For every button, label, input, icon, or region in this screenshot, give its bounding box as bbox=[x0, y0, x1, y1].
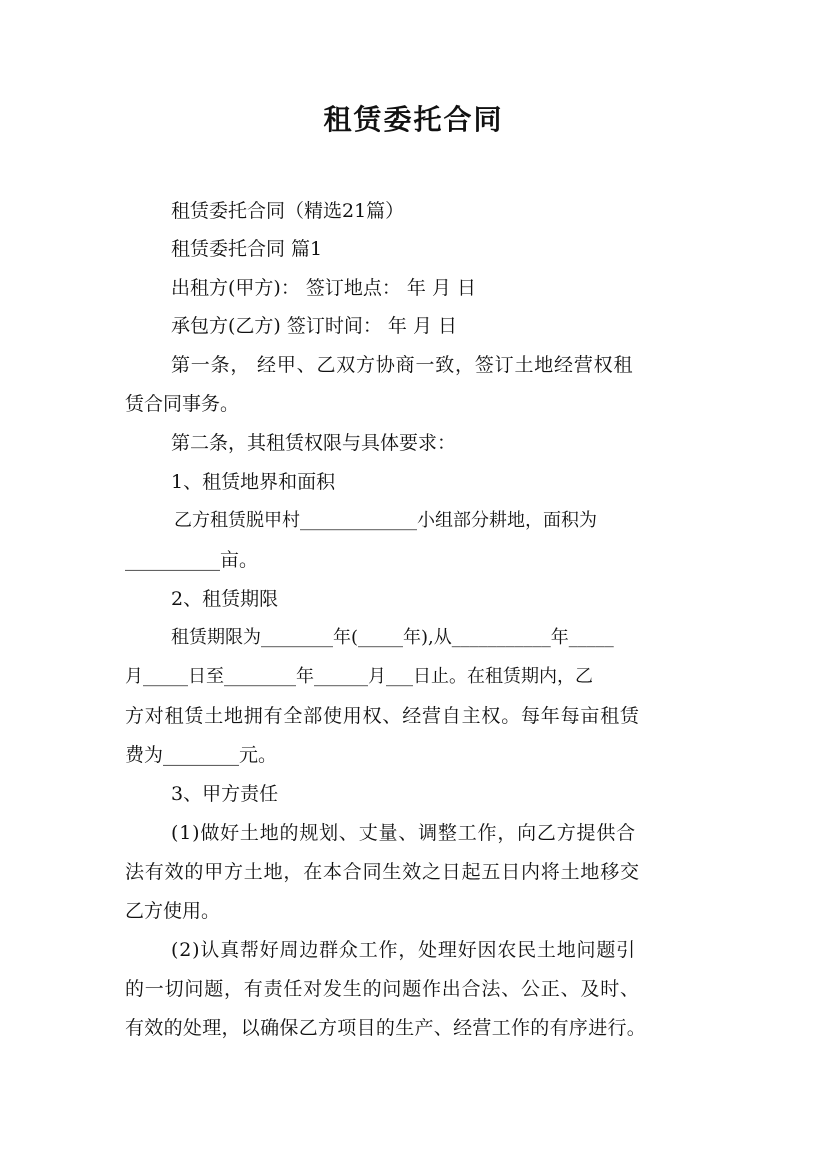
paragraph-line: __________亩。 bbox=[125, 549, 259, 571]
paragraph-line: 乙方租赁脱甲村_____________小组部分耕地，面积为 bbox=[174, 510, 597, 531]
paragraph-line: 3、甲方责任 bbox=[171, 783, 279, 805]
paragraph-line: 第二条，其租赁权限与具体要求： bbox=[171, 432, 457, 454]
paragraph-line: (1)做好土地的规划、丈量、调整工作，向乙方提供合 bbox=[171, 822, 636, 844]
paragraph-line: 第一条， 经甲、乙双方协商一致，签订土地经营权租 bbox=[171, 354, 634, 376]
paragraph-line: 乙方使用。 bbox=[125, 900, 221, 922]
paragraph-line: 月_____日至________年______月___日止。在租赁期内，乙 bbox=[125, 666, 593, 687]
paragraph-line: 方对租赁土地拥有全部使用权、经营自主权。每年每亩租赁 bbox=[125, 705, 640, 727]
paragraph-line: 租赁委托合同 篇1 bbox=[171, 238, 323, 260]
document-title: 租赁委托合同 bbox=[323, 103, 504, 136]
paragraph-line: 有效的处理，以确保乙方项目的生产、经营工作的有序进行。 bbox=[125, 1017, 647, 1039]
paragraph-line: 租赁期限为________年(_____年),从___________年_____ bbox=[171, 627, 614, 648]
paragraph-line: 的一切问题，有责任对发生的问题作出合法、公正、及时、 bbox=[125, 978, 640, 1000]
paragraph-line: 1、租赁地界和面积 bbox=[171, 471, 336, 493]
paragraph-line: 承包方(乙方) 签订时间： 年 月 日 bbox=[171, 315, 457, 337]
paragraph-line: 赁合同事务。 bbox=[125, 393, 240, 415]
paragraph-line: 出租方(甲方)： 签订地点： 年 月 日 bbox=[171, 277, 476, 299]
paragraph-line: (2)认真帮好周边群众工作，处理好因农民土地问题引 bbox=[171, 939, 636, 961]
paragraph-line: 法有效的甲方土地，在本合同生效之日起五日内将土地移交 bbox=[125, 861, 640, 883]
paragraph-line: 2、租赁期限 bbox=[171, 588, 279, 610]
paragraph-line: 费为________元。 bbox=[125, 744, 278, 766]
paragraph-line: 租赁委托合同（精选21篇） bbox=[171, 200, 405, 222]
